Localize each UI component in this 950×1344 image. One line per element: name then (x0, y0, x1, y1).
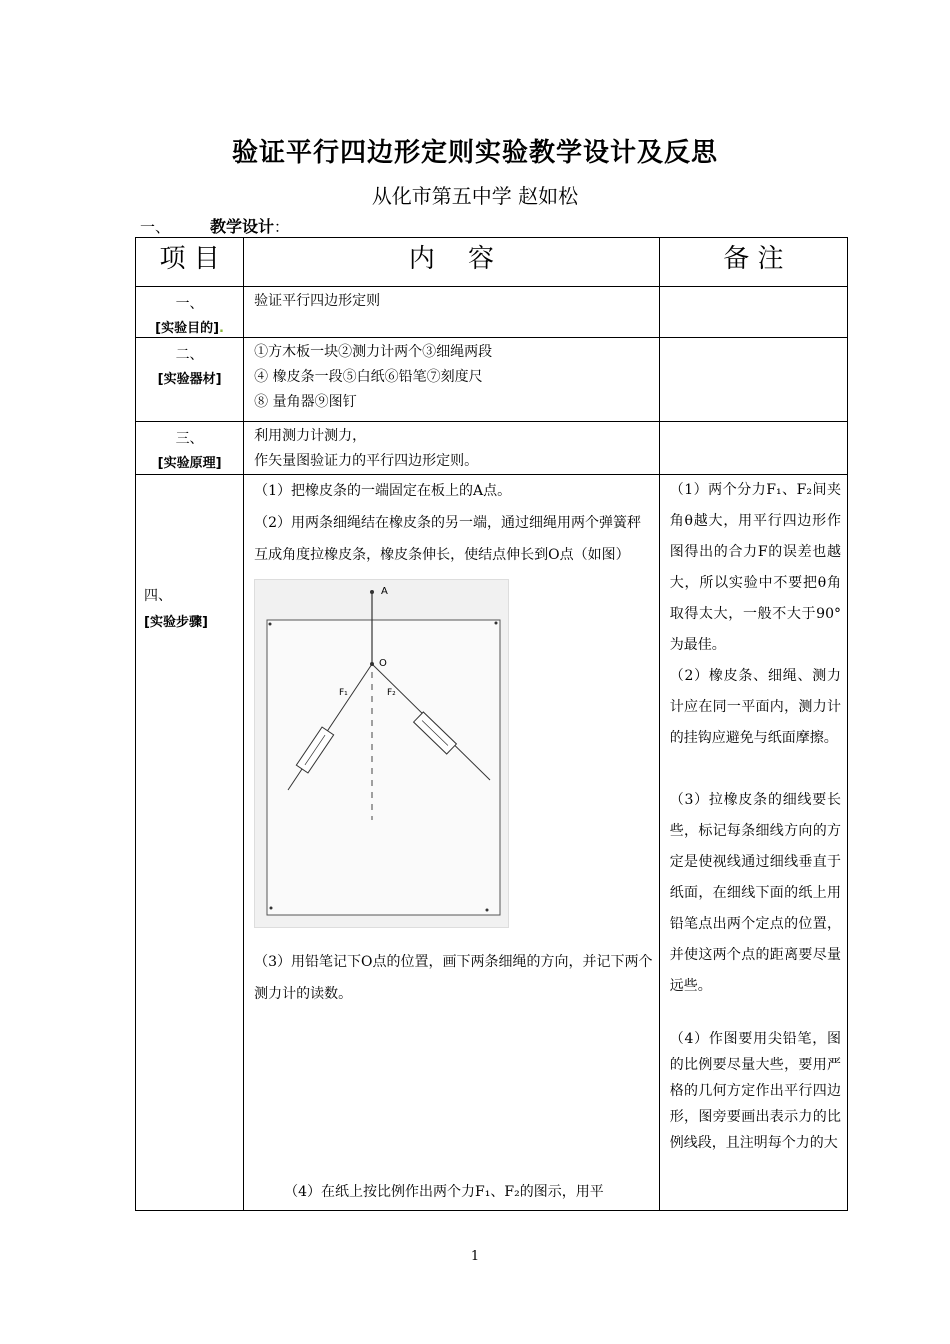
header-item: 项 目 (136, 238, 244, 287)
row-label: [实验步骤] (144, 615, 208, 630)
table-row-principle (136, 422, 848, 475)
row-note-cell (659, 338, 847, 422)
row-content-cell (244, 287, 660, 338)
steps-content-cell (244, 475, 660, 1211)
section-colon: ： (274, 218, 290, 236)
table-row-materials (136, 338, 848, 422)
pin-dot (495, 622, 498, 625)
pin-dot (269, 623, 272, 626)
row-label: [实验目的]. (155, 321, 224, 336)
row-number: 一、 (175, 296, 204, 312)
label-o: O (379, 658, 388, 669)
lesson-plan-table (135, 237, 848, 1211)
label-f2: F₂ (387, 688, 396, 698)
step-1: （1）把橡皮条的一端固定在板上的A点。 (254, 483, 512, 499)
document-title: 验证平行四边形定则实验教学设计及反思 (231, 138, 718, 168)
row-content-cell (244, 338, 660, 422)
row-label-cell (136, 422, 244, 475)
label-f1: F₁ (339, 688, 348, 698)
row-label-cell (136, 338, 244, 422)
note-4: （4）作图要用尖铅笔，图的比例要尽量大些，要用严格的几何方定作出平行四边形，图旁要画出表示力的比例线段，且注明每个力的大 (669, 1031, 841, 1151)
notes-cell (659, 475, 847, 1211)
row-number: 三、 (175, 431, 204, 447)
section-label: 教学设计 (210, 217, 275, 236)
row-number: 四、 (144, 588, 172, 604)
note-2: （2）橡皮条、细绳、测力计应在同一平面内，测力计的挂钩应避免与纸面摩擦。 (669, 668, 841, 746)
section-number: 一、 (140, 218, 171, 236)
row-label: [实验原理] (157, 456, 222, 471)
note-1: （1）两个分力F₁、F₂间夹角θ越大，用平行四边形作图得出的合力F的误差也越大，所以实验中不要把θ角取得太大，一般不大于90°为最佳。 (669, 482, 841, 653)
row-number: 二、 (175, 347, 204, 363)
author-line: 从化市第五中学 赵如松 (371, 184, 579, 208)
pin-dot (270, 907, 273, 910)
step-2: （2）用两条细绳结在橡皮条的另一端，通过细绳用两个弹簧秤互成角度拉橡皮条，橡皮条伸长，使结点伸长到O点（如图） (254, 515, 642, 563)
content-line: 验证平行四边形定则 (254, 293, 381, 309)
row-label-cell (136, 287, 244, 338)
table-header-row (136, 238, 848, 287)
header-content: 内 容 (244, 238, 660, 287)
experiment-photo (254, 579, 509, 928)
content-line: ④ 橡皮条一段⑤白纸⑥铅笔⑦刻度尺 (254, 369, 483, 385)
row-note-cell (659, 287, 847, 338)
row-label-cell (136, 475, 244, 1211)
step-4: （4）在纸上按比例作出两个力F₁、F₂的图示，用平 (284, 1184, 604, 1200)
row-label: [实验器材] (157, 372, 222, 387)
page-number: 1 (470, 1249, 480, 1264)
content-line: 利用测力计测力， (254, 428, 367, 444)
note-3: （3）拉橡皮条的细线要长些，标记每条细线方向的方定是使视线通过细线垂直于纸面，在细线下面的纸上用铅笔点出两个定点的位置，并使这两个点的距离要尽量远些。 (669, 792, 841, 994)
step-3: （3）用铅笔记下O点的位置，画下两条细绳的方向，并记下两个测力计的读数。 (254, 954, 653, 1002)
row-content-cell (244, 422, 660, 475)
table-row-steps (136, 475, 848, 1211)
section-heading (140, 214, 289, 237)
label-a: A (381, 586, 388, 597)
content-line: 作矢量图验证力的平行四边形定则。 (254, 453, 479, 469)
table-row-purpose (136, 287, 848, 338)
content-line: ①方木板一块②测力计两个③细绳两段 (254, 344, 493, 360)
pin-dot (486, 909, 489, 912)
content-line: ⑧ 量角器⑨图钉 (254, 394, 357, 410)
header-notes: 备 注 (659, 238, 847, 287)
row-note-cell (659, 422, 847, 475)
point-a-dot (370, 590, 374, 594)
